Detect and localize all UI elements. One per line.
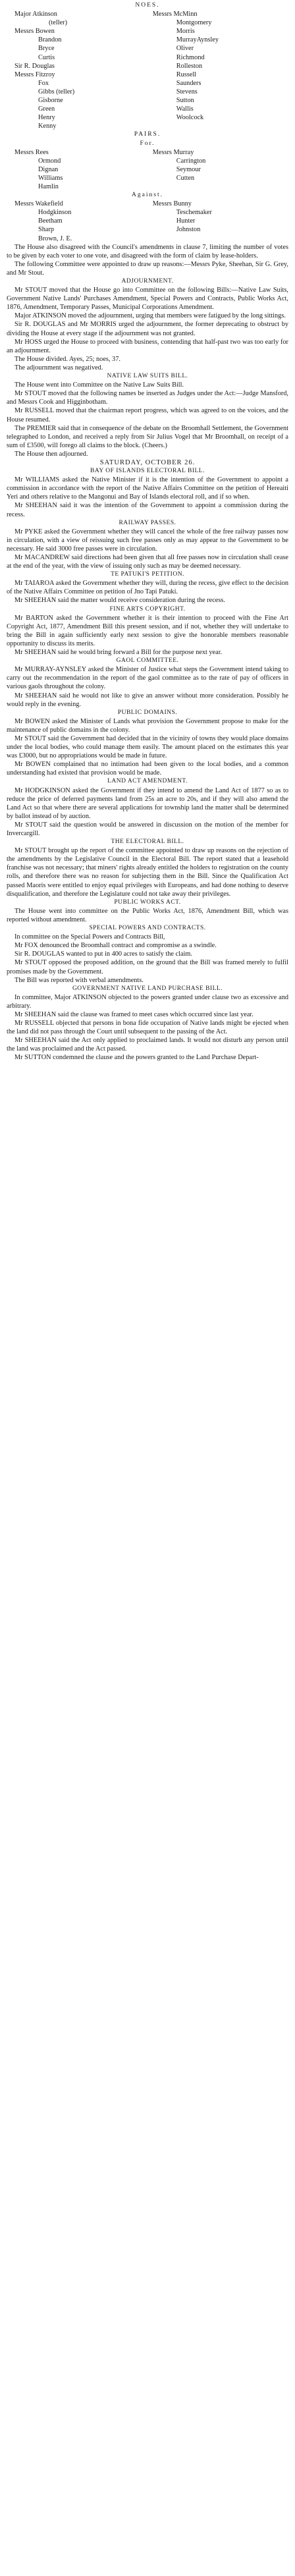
article-section [7, 605, 288, 657]
member-name: Morris [176, 28, 195, 36]
article-section [7, 277, 288, 372]
article-section [7, 777, 288, 838]
paragraph: The adjournment was negatived. [14, 364, 103, 371]
member-name: Cutten [176, 174, 195, 182]
member-name: Sir R. Douglas [14, 62, 55, 70]
member-name: Gisborne [38, 97, 63, 105]
article-sections [7, 277, 288, 1062]
article-section [7, 467, 288, 519]
paragraph: Mr RUSSELL moved that the chairman report progress, which was agreed to on the voices, and the House resumed. [7, 407, 288, 424]
paragraph: Mr STOUT moved that the House go into Committee on the following Bills:—Native Law Suits, Government Native Lands' Purchases Amendment, Special Powers and Contracts, Public Works Act, 1876, Amendment, Temporary Passes, Municipal Corporations Amendment. [7, 287, 288, 312]
member-name: Williams [38, 174, 63, 182]
paragraph: Mr TAIAROA asked the Government whether they will, during the recess, give effect to the decision of the Native Affairs Committee on petition of Jno Tapi Patuki. [7, 580, 288, 596]
paragraph: Mr PYKE asked the Government whether they will cancel the whole of the free railway passes now in circulation, with a view of reissuing such free passes only as may appear to the Government to be necessary. He said 3000 free passes were in circulation. [7, 528, 288, 553]
paragraph: Mr BARTON asked the Government whether it is their intention to proceed with the Fine Art Copyright Act, 1877, Amendment Bill this present session, and if not, whether they will undertake to bring the Bill in again sufficiently early next session to give the honorable members reasonable opportunity to discuss its merits. [7, 614, 288, 647]
intro-paragraphs [7, 243, 288, 277]
pairs-against-heading: Against. [132, 192, 163, 199]
member-name: Messrs Fitzroy [14, 70, 55, 78]
pairs-for-heading: For. [140, 140, 155, 147]
paragraph: Mr STOUT said the question would be answered in discussion on the motion of the member for Invercargill. [7, 821, 288, 837]
member-name: Messrs Bowen [14, 28, 55, 36]
paragraph: The following Committee were appointed to draw up reasons:—Messrs Pyke, Sheehan, Sir G. Grey, and Mr Stout. [7, 260, 288, 277]
division-list-noes [7, 1, 288, 130]
article-section [7, 924, 288, 985]
paragraph: The House then adjourned. [14, 450, 88, 458]
article-section [7, 519, 288, 571]
section-heading: THE ELECTORAL BILL. [111, 838, 184, 846]
section-heading: RAILWAY PASSES. [119, 519, 176, 526]
article-section [7, 985, 288, 1062]
paragraph: Mr MACANDREW said directions had been given that all free passes now in circulation shall cease at the end of the year, with the view of issuing only such as may be deemed necessary. [7, 554, 288, 570]
pairs-for-right-column [145, 148, 283, 182]
member-name: Saunders [176, 79, 201, 87]
section-heading: SPECIAL POWERS AND CONTRACTS. [89, 925, 206, 932]
paragraph: Mr STOUT said the Government had decided that in the vicinity of towns they would place domains under the local bodies, who could manage them easily. The amount placed on the estimates this year was £3000, but no appropriations would be made in future. [7, 734, 288, 760]
paragraph: Mr SUTTON condemned the clause and the powers granted to the Land Purchase Depart- [14, 1054, 259, 1062]
member-name: Brandon [38, 36, 62, 44]
article-section [7, 372, 288, 458]
member-name: Curtis [38, 53, 55, 61]
member-name: Fox [38, 79, 49, 87]
section-heading: ADJOURNMENT. [121, 278, 174, 285]
paragraph: Mr STOUT opposed the proposed addition, on the ground that the Bill was framed merely to fulfil promises made by the Government. [7, 959, 288, 975]
member-name: Bryce [38, 45, 55, 53]
member-name: Messrs Wakefield [14, 200, 63, 208]
paragraph: Mr MURRAY-AYNSLEY asked the Minister of Justice what steps the Government intend taking to carry out the recommendation in the report of the gaol committee as to the rate of pay of officers in various gaols throughout the colony. [7, 666, 288, 691]
member-name: Kenny [38, 123, 57, 130]
member-name: Montgomery [176, 19, 212, 27]
section-heading: NATIVE LAW SUITS BILL. [107, 373, 188, 380]
paragraph: Sir R. DOUGLAS wanted to put in 400 acres to satisfy the claim. [14, 950, 192, 958]
paragraph: Mr STOUT brought up the report of the committee appointed to draw up reasons on the rejection of the amendments by the Legislative Council in the Electoral Bill. The report stated that a leasehold franchise was not necessary; that miners' rights already entitled the holders to registration on the county rolls, and therefore there was no reason for subjecting them in the Bill. Since the Qualification Act passed Maoris were entitled to enjoy equal privileges with Europeans, and had done nothing to deserve disqualification, and therefore the Legislature could not take away their privileges. [7, 847, 288, 898]
pairs-for-left-column [7, 148, 145, 191]
paragraph: Mr SHEEHAN said the clause was framed to meet cases which occurred since last year. [14, 1010, 254, 1018]
paragraph: Mr SHEEHAN said he would not like to give an answer without more consideration. Possibly he would reply in the evening. [7, 692, 288, 708]
member-name: Hodgkinson [38, 209, 72, 217]
member-name: Stevens [176, 88, 198, 96]
section-heading: TE PATUKI'S PETITION. [111, 571, 184, 578]
member-name: Major Atkinson [14, 11, 57, 18]
noes-heading: NOES. [135, 2, 160, 9]
pairs-list [7, 130, 288, 242]
section-heading: FINE ARTS COPYRIGHT. [109, 605, 186, 613]
member-name: MurrayAynsley [176, 36, 219, 44]
paragraph: In committee, Major ATKINSON objected to the powers granted under clause two as excessive and arbitrary. [7, 993, 288, 1010]
pairs-heading: PAIRS. [134, 131, 161, 138]
paragraph: Sir R. DOUGLAS and Mr MORRIS urged the adjournment, the former deprecating to obstruct by dividing the House at every stage if the adjournment was not granted. [7, 321, 288, 337]
section-heading: LAND ACT AMENDMENT. [107, 778, 188, 785]
section-heading: PUBLIC WORKS ACT. [114, 898, 181, 906]
section-heading: SATURDAY, OCTOBER 26. [99, 458, 196, 466]
article-section [7, 657, 288, 709]
paragraph: Mr SHEEHAN said the matter would receive consideration during the recess. [14, 597, 225, 605]
section-heading: BAY OF ISLANDS ELECTORAL BILL. [90, 468, 205, 475]
paragraph: Mr SHEEHAN said the Act only applied to proclaimed lands. It would not disturb any person until the land was proclaimed and the Act passed. [7, 1037, 288, 1053]
article-section [7, 709, 288, 778]
paragraph: Mr HODGKINSON asked the Government if they intend to amend the Land Act of 1877 so as to reduce the price of deferred payments land from 25s an acre to 20s, and if they will also amend the Land Act so that where there are several applications for township land the matter shall be determined by ballot instead of by auction. [7, 786, 288, 820]
article-section [7, 898, 288, 924]
member-name: (teller) [49, 19, 68, 27]
member-name: Green [38, 105, 55, 113]
paragraph: Mr SHEEHAN said he would bring forward a Bill for the purpose next year. [14, 649, 223, 657]
noes-left-column [7, 10, 145, 130]
section-heading: PUBLIC DOMAINS. [117, 709, 178, 716]
member-name: Hunter [176, 217, 196, 225]
member-name: Brown, J. E. [38, 234, 72, 242]
member-name: Messrs Murray [152, 148, 194, 156]
paragraph: In committee on the Special Powers and Contracts Bill, [14, 933, 165, 941]
paragraph: The House also disagreed with the Council's amendments in clause 7, limiting the number of votes to be given by each voter to one vote, and disagreed with the form of claim by lease-holders. [7, 243, 288, 260]
member-name: Seymour [176, 165, 201, 173]
paragraph: Mr HOSS urged the House to proceed with business, contending that half-past two was too early for an adjournment. [7, 338, 288, 354]
member-name: Hamlin [38, 182, 59, 190]
member-name: Messrs Bunny [152, 200, 192, 208]
article-section [7, 838, 288, 898]
paragraph: Mr STOUT moved that the following names be inserted as Judges under the Act:—Judge Mansford, and Messrs Cook and Higginbotham. [7, 390, 288, 406]
member-name: Wallis [176, 105, 194, 113]
paragraph: The House went into Committee on the Native Law Suits Bill. [14, 381, 184, 389]
paragraph: Mr WILLIAMS asked the Native Minister if it is the intention of the Government to appoint a commission in accordance with the report of the Native Affairs Committee on the petition of Hereaiti Yeri and others relative to the Mangonui and Bay of Islands electoral roll, and if so when. [7, 476, 288, 501]
paragraph: Mr BOWEN complained that no intimation had been given to the local bodies, and a common understanding had existed that provision would be made. [7, 761, 288, 777]
member-name: Henry [38, 114, 55, 122]
paragraph: Mr FOX denounced the Broomhall contract and compromise as a swindle. [14, 942, 217, 950]
paragraph: Mr SHEEHAN said it was the intention of the Government to appoint a commission during the recess. [7, 502, 288, 518]
member-name: Sutton [176, 97, 194, 105]
member-name: Messrs McMinn [152, 11, 198, 18]
pairs-against-left-column [7, 200, 145, 242]
member-name: Messrs Rees [14, 148, 49, 156]
section-heading: GOVERNMENT NATIVE LAND PURCHASE BILL. [72, 985, 223, 992]
paragraph: The House went into committee on the Public Works Act, 1876, Amendment Bill, which was reported without amendment. [7, 907, 288, 923]
member-name: Gibbs (teller) [38, 88, 75, 96]
member-name: Rolleston [176, 62, 203, 70]
noes-right-column [145, 10, 283, 122]
article-section [7, 458, 288, 467]
member-name: Ormond [38, 157, 61, 165]
paragraph: The PREMIER said that in consequence of the debate on the Broomhall Settlement, the Government telegraphed to London, and received a reply from Sir Julius Vogel that Mr Broomhall, on receipt of a sum of £3500, will forego all claims to the block. (Cheers.) [7, 424, 288, 449]
member-name: Russell [176, 70, 197, 78]
member-name: Johnston [176, 226, 201, 234]
paragraph: Major ATKINSON moved the adjournment, urging that members were fatigued by the long sittings. [14, 312, 286, 320]
member-name: Dignan [38, 165, 59, 173]
paragraph: Mr RUSSELL objected that persons in bona fide occupation of Native lands might be ejected when the land did not pass through the Court until subsequent to the passing of the Act. [7, 1020, 288, 1036]
member-name: Carrington [176, 157, 206, 165]
article-section [7, 570, 288, 605]
section-heading: GAOL COMMITTEE. [116, 657, 179, 665]
member-name: Beetham [38, 217, 63, 225]
paragraph: The House divided. Ayes, 25; noes, 37. [14, 355, 121, 363]
member-name: Sharp [38, 226, 55, 234]
member-name: Woolcock [176, 114, 204, 122]
pairs-against-right-column [145, 200, 283, 234]
paragraph: The Bill was reported with verbal amendments. [14, 976, 144, 984]
member-name: Richmond [176, 53, 205, 61]
paragraph: Mr BOWEN asked the Minister of Lands what provision the Government propose to make for the maintenance of public domains in the colony. [7, 717, 288, 734]
member-name: Teschemaker [176, 209, 212, 217]
member-name: Oliver [176, 45, 194, 53]
